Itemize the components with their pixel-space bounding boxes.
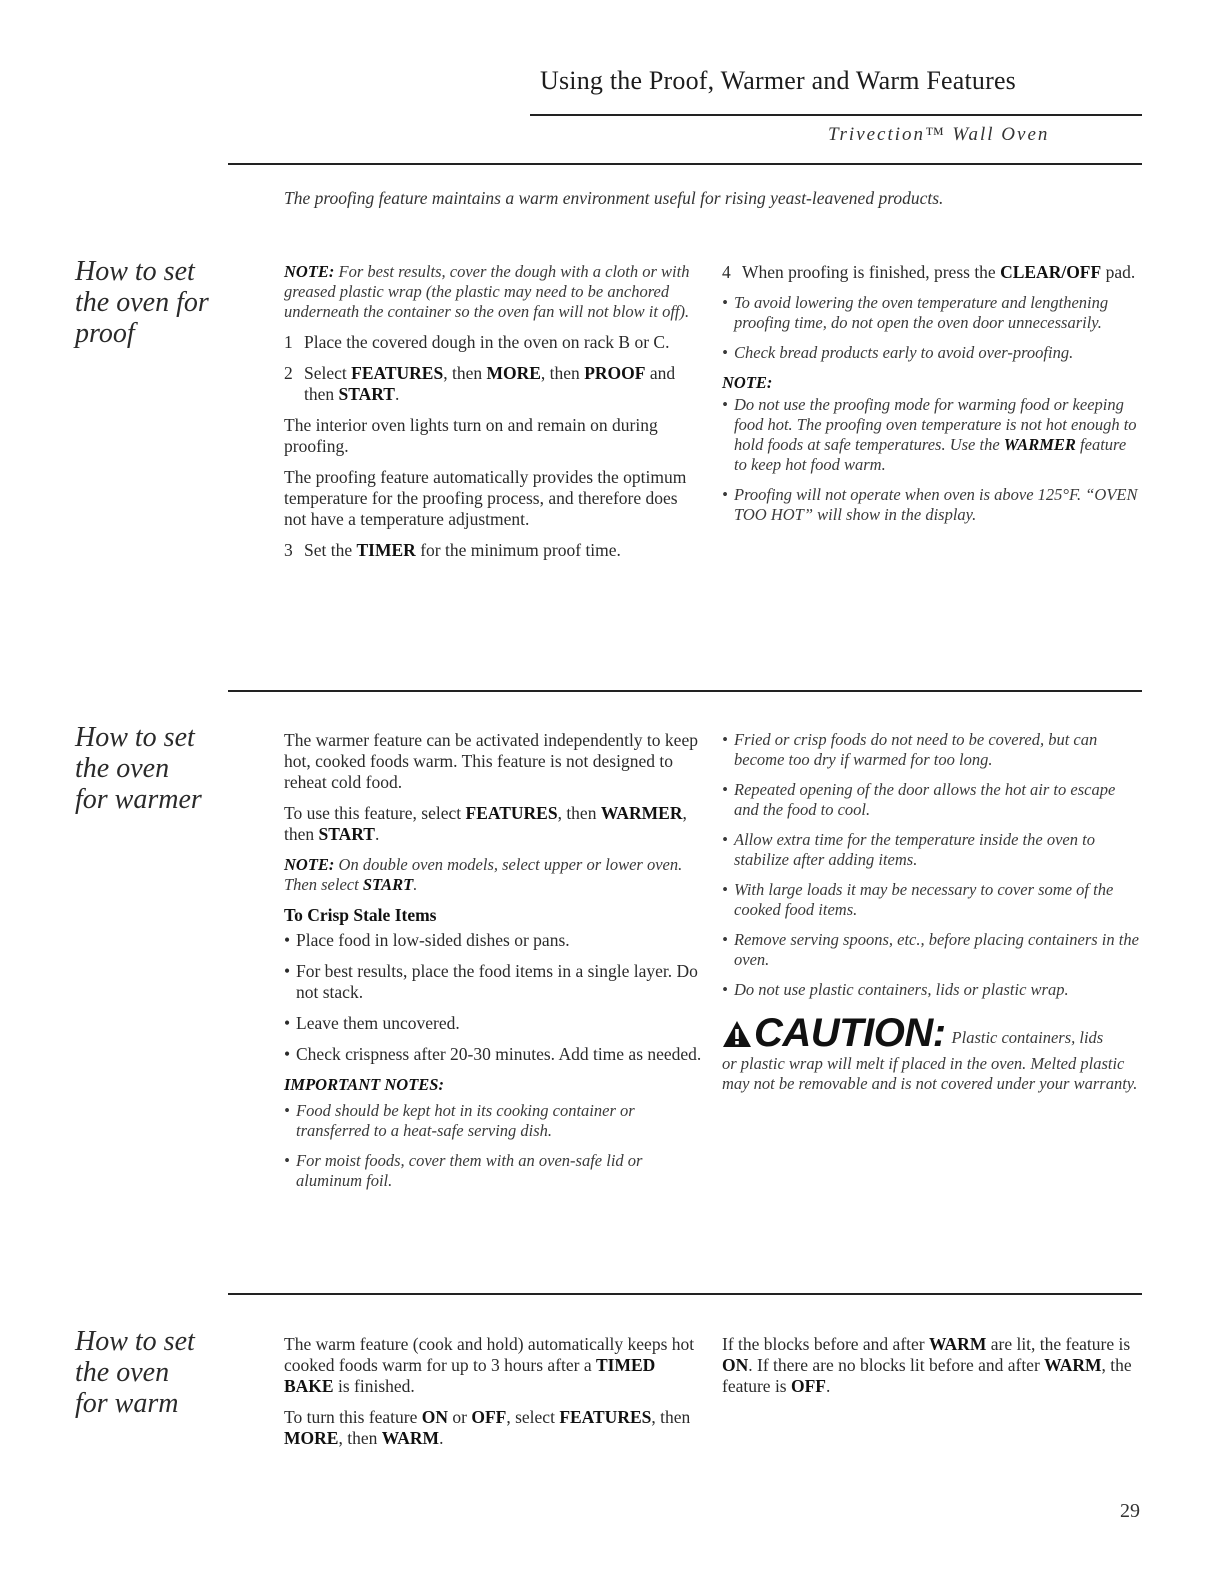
warm-left-column: [284, 1334, 704, 1459]
warning-triangle-icon: [722, 1020, 752, 1048]
proof-left-column: [284, 262, 704, 571]
crisp-bullet: • Place food in low-sided dishes or pans.: [284, 930, 570, 950]
section-divider: [228, 163, 1142, 165]
page-number: 29: [1120, 1500, 1140, 1522]
caution-label: CAUTION:: [754, 1011, 946, 1055]
warm-section-heading: How to set the oven for warm: [75, 1326, 195, 1419]
crisp-bullet: • Check crispness after 20-30 minutes. Add time as needed.: [284, 1044, 702, 1064]
proof-bullet: • Proofing will not operate when oven is above 125°F. “OVEN TOO HOT” will show in the display.: [722, 485, 1138, 524]
warmer-note: NOTE: On double oven models, select upper or lower oven. Then select START.: [284, 855, 683, 894]
warm-para-2: To turn this feature ON or OFF, select FEATURES, then MORE, then WARM.: [284, 1407, 691, 1448]
warm-right-para: If the blocks before and after WARM are lit, the feature is ON. If there are no blocks lit before and after WARM, the feature is OFF.: [722, 1334, 1132, 1396]
caution-block: CAUTION: Plastic containers, lids or plastic wrap will melt if placed in the oven. Melted plastic may not be removable and is not covered under your warranty.: [722, 1014, 1142, 1094]
warmer-bullet: • With large loads it may be necessary to cover some of the cooked food items.: [722, 880, 1114, 919]
section-divider: [228, 690, 1142, 692]
proof-note: NOTE: For best results, cover the dough with a cloth or with greased plastic wrap (the plastic may need to be anchored underneath the container so the oven fan will not blow it off).: [284, 262, 690, 321]
warmer-right-column: [722, 730, 1142, 1094]
proof-bullet: • Do not use the proofing mode for warming food or keeping food hot. The proofing oven temperature is not hot enough to hold foods at safe temperatures. Use the WARMER feature to keep hot food warm.: [722, 395, 1137, 474]
warmer-bullet: • Fried or crisp foods do not need to be covered, but can become too dry if warmed for too long.: [722, 730, 1098, 769]
section-divider: [228, 1293, 1142, 1295]
proof-step-1: 1 Place the covered dough in the oven on rack B or C.: [284, 332, 670, 352]
warmer-section-heading: How to set the oven for warmer: [75, 722, 202, 815]
important-bullet: • For moist foods, cover them with an oven-safe lid or aluminum foil.: [284, 1151, 643, 1190]
intro-text: The proofing feature maintains a warm environment useful for rising yeast-leavened products.: [284, 188, 944, 208]
warmer-bullet: • Do not use plastic containers, lids or plastic wrap.: [722, 980, 1069, 999]
crisp-bullet: • For best results, place the food items in a single layer. Do not stack.: [284, 961, 698, 1002]
proof-right-column: [722, 262, 1142, 535]
proof-section-heading: How to set the oven for proof: [75, 256, 209, 349]
title-rule: [530, 114, 1142, 116]
page-subtitle: Trivection™ Wall Oven: [828, 124, 1050, 145]
page-title: Using the Proof, Warmer and Warm Features: [540, 66, 1016, 95]
warmer-bullet: • Repeated opening of the door allows the hot air to escape and the food to cool.: [722, 780, 1116, 819]
proof-bullet: • To avoid lowering the oven temperature and lengthening proofing time, do not open the oven door unnecessarily.: [722, 293, 1109, 332]
proof-para-2: The proofing feature automatically provides the optimum temperature for the proofing process, and therefore does not have a temperature adjustment.: [284, 467, 687, 529]
warm-para-1: The warm feature (cook and hold) automatically keeps hot cooked foods warm for up to 3 hours after a TIMED BAKE is finished.: [284, 1334, 695, 1396]
caution-text: or plastic wrap will melt if placed in the oven. Melted plastic may not be removable and is not covered under your warranty.: [722, 1054, 1138, 1093]
proof-step-4: 4 When proofing is finished, press the CLEAR/OFF pad.: [722, 262, 1136, 282]
warmer-bullet: • Remove serving spoons, etc., before placing containers in the oven.: [722, 930, 1139, 969]
important-notes-label: IMPORTANT NOTES:: [284, 1075, 444, 1094]
warmer-para-1: The warmer feature can be activated independently to keep hot, cooked foods warm. This feature is not designed to reheat cold food.: [284, 730, 698, 792]
proof-bullet: • Check bread products early to avoid over-proofing.: [722, 343, 1074, 362]
proof-para-1: The interior oven lights turn on and remain on during proofing.: [284, 415, 658, 456]
warmer-left-column: [284, 730, 704, 1201]
warmer-para-2: To use this feature, select FEATURES, then WARMER, then START.: [284, 803, 687, 844]
warm-right-column: [722, 1334, 1142, 1407]
crisp-heading: To Crisp Stale Items: [284, 905, 437, 925]
proof-step-2: 2 Select FEATURES, then MORE, then PROOF and then START.: [284, 363, 676, 404]
proof-step-3: 3 Set the TIMER for the minimum proof time.: [284, 540, 621, 560]
important-bullet: • Food should be kept hot in its cooking container or transferred to a heat-safe serving dish.: [284, 1101, 635, 1140]
proof-note-2-label: NOTE:: [722, 373, 773, 392]
warmer-bullet: • Allow extra time for the temperature inside the oven to stabilize after adding items.: [722, 830, 1095, 869]
crisp-bullet: • Leave them uncovered.: [284, 1013, 460, 1033]
